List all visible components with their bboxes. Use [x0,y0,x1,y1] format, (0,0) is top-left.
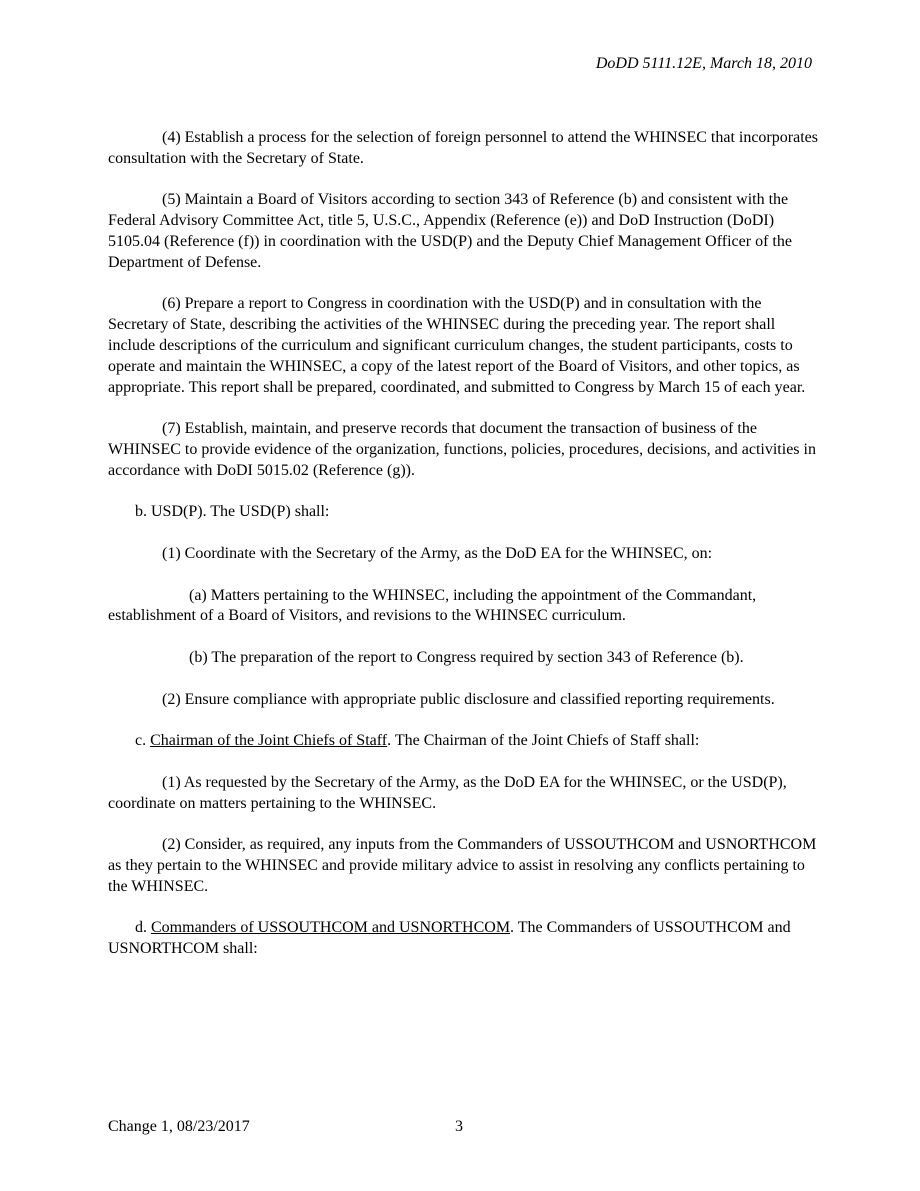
section-d-title: Commanders of USSOUTHCOM and USNORTHCOM [151,919,511,937]
section-c-title: Chairman of the Joint Chiefs of Staff [150,732,388,750]
section-d-heading [108,918,820,960]
section-c-heading [108,731,820,752]
paragraph-a5: (5) Maintain a Board of Visitors according to section 343 of Reference (b) and consistent with the Federal Advisory Committee Act, title 5, U.S.C., Appendix (Reference (e)) and DoD Instruction (DoDI) 5105.04 (Reference (f)) in coordination with the USD(P) and the Deputy Chief Management Officer of the Department of Defense. [108,191,792,271]
paragraph-c1: (1) As requested by the Secretary of the Army, as the DoD EA for the WHINSEC, or the USD(P), coordinate on matters pertaining to the WHINSEC. [108,773,787,812]
paragraph-b1: (1) Coordinate with the Secretary of the Army, as the DoD EA for the WHINSEC, on: [162,544,713,562]
section-d-label: d. [135,919,151,937]
paragraph-b2: (2) Ensure compliance with appropriate public disclosure and classified reporting requirements. [162,690,775,708]
paragraph-a6: (6) Prepare a report to Congress in coordination with the USD(P) and in consultation with the Secretary of State, describing the activities of the WHINSEC during the preceding year. The report shall include descriptions of the curriculum and significant curriculum changes, the student participants, costs to operate and maintain the WHINSEC, a copy of the latest report of the Board of Visitors, and other topics, as appropriate. This report shall be prepared, coordinated, and submitted to Congress by March 15 of each year. [108,295,806,396]
paragraph-b1b: (b) The preparation of the report to Congress required by section 343 of Reference (b). [189,648,744,666]
section-c-rest: . The Chairman of the Joint Chiefs of Staff shall: [387,732,700,750]
document-body [108,128,820,981]
paragraph-b1a: (a) Matters pertaining to the WHINSEC, including the appointment of the Commandant, establishment of a Board of Visitors, and revisions to the WHINSEC curriculum. [108,586,757,625]
page-number: 3 [455,1118,463,1135]
paragraph-a4: (4) Establish a process for the selection of foreign personnel to attend the WHINSEC that incorporates consultation with the Secretary of State. [108,129,818,167]
paragraph-c2: (2) Consider, as required, any inputs from the Commanders of USSOUTHCOM and USNORTHCOM as they pertain to the WHINSEC and provide military advice to assist in resolving any conflicts pertaining to the WHINSEC. [108,836,817,895]
page-footer [108,1118,820,1140]
document-reference-header: DoDD 5111.12E, March 18, 2010 [595,55,812,72]
section-c-label: c. [135,732,151,750]
change-notice: Change 1, 08/23/2017 [108,1118,250,1135]
section-d-rest: . The Commanders of USSOUTHCOM and USNORTHCOM shall: [108,919,791,958]
paragraph-a7: (7) Establish, maintain, and preserve records that document the transaction of business of the WHINSEC to provide evidence of the organization, functions, policies, procedures, decisions, and activities in accordance with DoDI 5015.02 (Reference (g)). [108,420,816,479]
section-b-heading: b. USD(P). The USD(P) shall: [135,503,330,521]
